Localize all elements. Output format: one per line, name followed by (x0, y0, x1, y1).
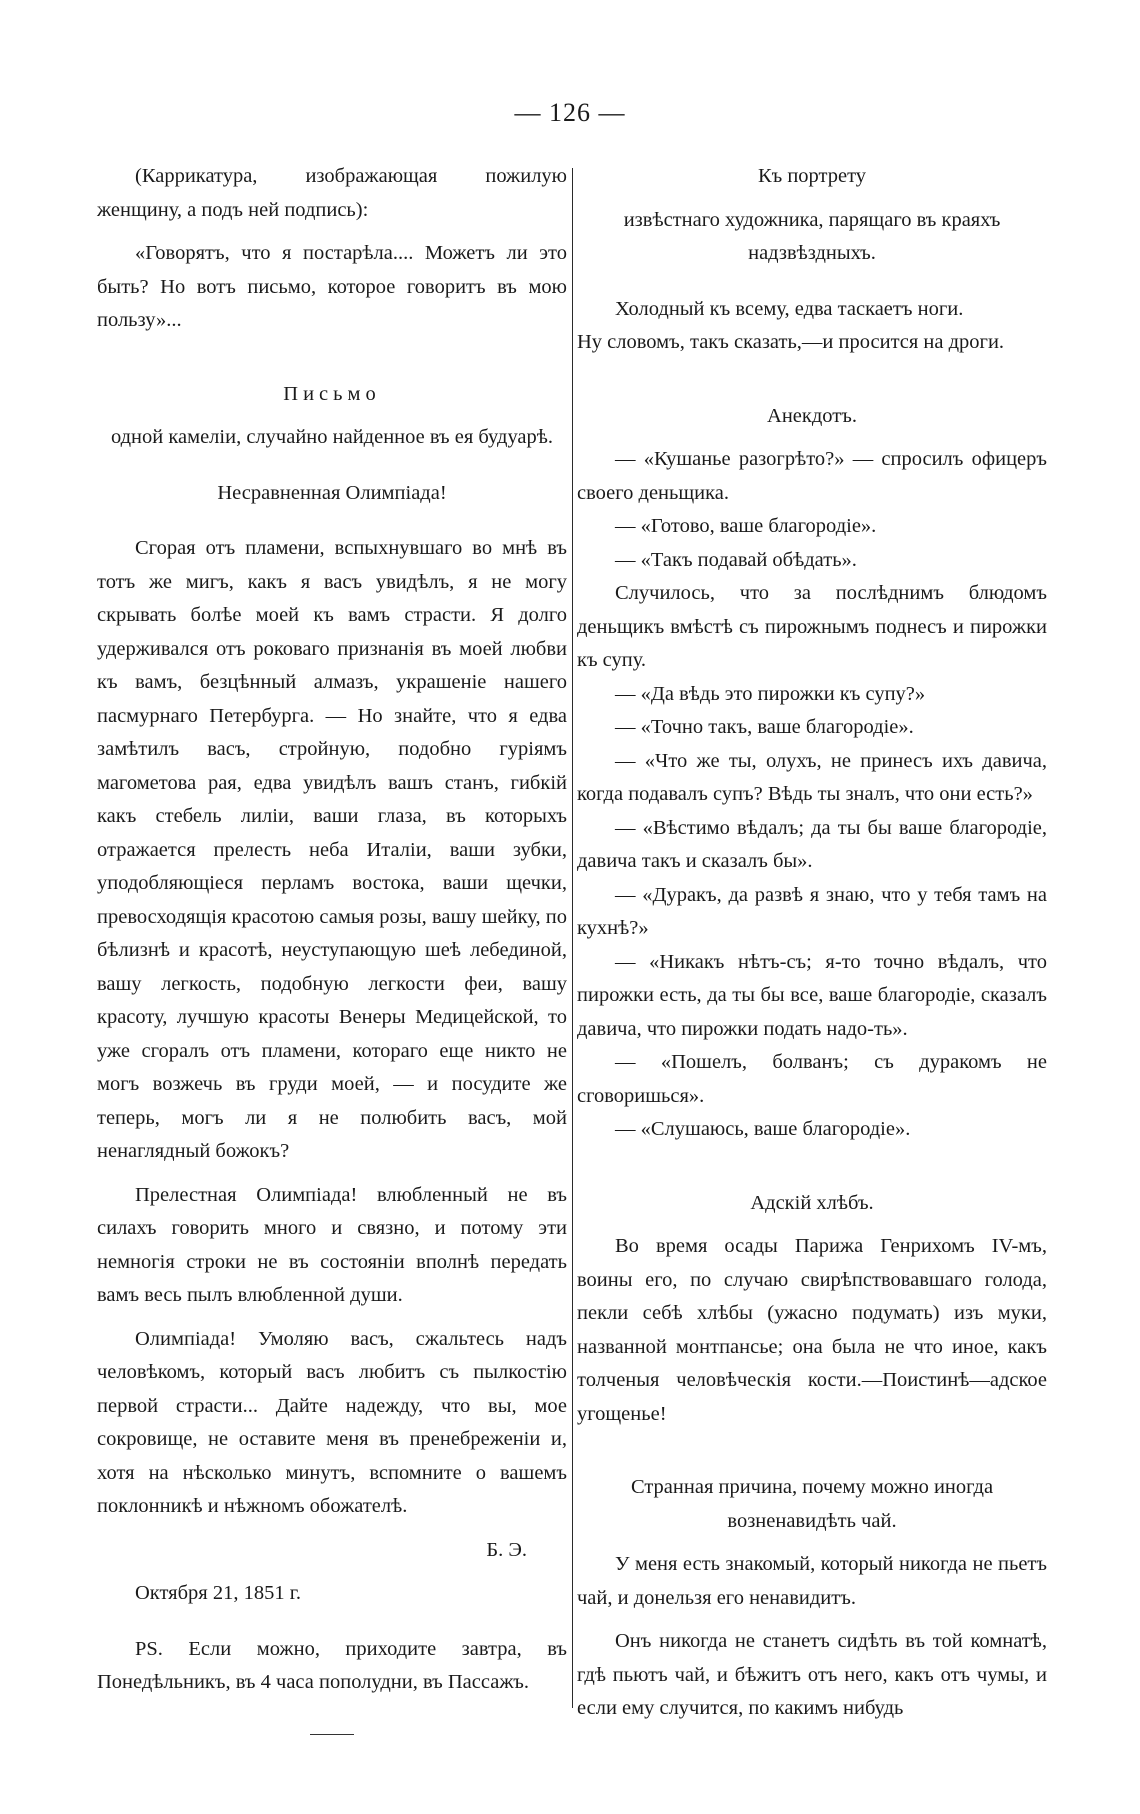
portrait-subtitle: извѣстнаго художника, парящаго въ краяхъ надзвѣздныхъ. (623, 208, 1001, 264)
letter-subtitle: одной камелiи, случайно найденное въ ея будуарѣ. (110, 426, 554, 448)
letter-title: Письмо (283, 382, 381, 405)
anecdote-paragraph: — «Вѣстимо вѣдалъ; да ты бы ваше благородiе, давича такъ и сказалъ бы». (577, 816, 1047, 872)
hell-bread-title: Адскiй хлѣбъ. (750, 1191, 874, 1214)
tea-paragraph: Онъ никогда не станетъ сидѣть въ той комнатѣ, гдѣ пьютъ чай, и бѣжитъ отъ него, какъ отъ чумы, и если ему случится, по какимъ нибудь (577, 1630, 1047, 1719)
page-number: — 126 — (514, 98, 626, 127)
section-rule (310, 1734, 354, 1735)
letter-paragraph: Олимпiада! Умоляю васъ, сжальтесь надъ человѣкомъ, который васъ любитъ съ пылкостiю первой страсти... Дайте надежду, что вы, мое сокровище, не оставите меня въ пренебреженiи и, хотя на нѣсколько минутъ, вспомните о вашемъ поклонникѣ и нѣжномъ обожателѣ. (97, 1327, 567, 1517)
anecdote-paragraph: — «Кушанье разогрѣто?» — спросилъ офицеръ своего деньщика. (577, 448, 1047, 504)
hell-bread-paragraph: Во время осады Парижа Генрихомъ IV-мъ, воины его, по случаю свирѣпствовавшаго голода, пекли себѣ хлѣбы (ужасно подумать) изъ муки, названной монтпансье; она была не что иное, какъ толченыя человѣческiя кости.—Поистинѣ—адское угощенье! (577, 1235, 1047, 1425)
letter-postscript: PS. Если можно, приходите завтра, въ Понедѣльникъ, въ 4 часа пополудни, въ Пассажъ. (97, 1637, 567, 1693)
anecdote-paragraph: — «Такъ подавай обѣдать». (615, 548, 857, 571)
anecdote-paragraph: — «Дуракъ, да развѣ я знаю, что у тебя тамъ на кухнѣ?» (577, 883, 1047, 939)
anecdote-paragraph: — «Точно такъ, ваше благородiе». (615, 716, 914, 738)
letter-paragraph: Прелестная Олимпiада! влюбленный не въ силахъ говорить много и связно, и потому эти немногiя строки не въ состоянiи вполнѣ передать вамъ весь пылъ влюбленной души. (97, 1183, 567, 1306)
anecdote-paragraph: — «Да вѣдь это пирожки къ супу?» (615, 682, 926, 705)
letter-salutation: Несравненная Олимпiада! (217, 481, 447, 504)
anecdote-paragraph: Случилось, что за послѣднимъ блюдомъ деньщикъ вмѣстѣ съ пирожнымъ поднесъ и пирожки къ супу. (577, 582, 1047, 671)
portrait-title: Къ портрету (757, 165, 867, 187)
caricature-quote: «Говорятъ, что я постарѣла.... Можетъ ли это быть? Но вотъ письмо, которое говоритъ въ мою пользу»... (97, 242, 567, 331)
verse-line: Ну словомъ, такъ сказать,—и просится на дроги. (577, 331, 1005, 353)
right-column (577, 160, 1047, 1726)
anecdote-paragraph: — «Готово, ваше благородiе». (615, 515, 877, 537)
left-column (97, 160, 567, 1735)
tea-paragraph: У меня есть знакомый, который никогда не пьетъ чай, и донельзя его ненавидитъ. (577, 1553, 1047, 1609)
column-divider (572, 168, 573, 1708)
caricature-caption: (Каррикатура, изображающая пожилую женщину, а подъ ней подпись): (97, 165, 567, 221)
verse-line: Холодный къ всему, едва таскаетъ ноги. (615, 297, 964, 320)
tea-title: Странная причина, почему можно иногда возненавидѣть чай. (630, 1476, 994, 1532)
anecdote-paragraph: — «Никакъ нѣтъ-съ; я-то точно вѣдалъ, что пирожки есть, да ты бы все, ваше благородiе, сказалъ давича, что пирожки подать надо-ть». (577, 950, 1047, 1040)
letter-date: Октября 21, 1851 г. (135, 1582, 301, 1604)
anecdote-paragraph: — «Слушаюсь, ваше благородiе». (615, 1118, 911, 1140)
anecdote-paragraph: — «Что же ты, олухъ, не принесъ ихъ давича, когда подавалъ супъ? Вѣдь ты зналъ, что они есть?» (577, 749, 1047, 805)
anecdote-paragraph: — «Пошелъ, болванъ; съ дуракомъ не сговоришься». (577, 1051, 1047, 1107)
letter-signature: Б. Э. (486, 1538, 527, 1561)
letter-paragraph: Сгорая отъ пламени, вспыхнувшаго во мнѣ въ тотъ же мигъ, какъ я васъ увидѣлъ, я не могу скрывать болѣе моей къ вамъ страсти. Я долго удерживался отъ роковаго признанiя въ моей любви къ вамъ, безцѣнный алмазъ, украшенiе нашего пасмурнаго Петербурга. — Но знайте, что я едва замѣтилъ васъ, стройную, подобно гурiямъ магометова рая, едва увидѣлъ вашъ станъ, гибкiй какъ стебель лилiи, ваши глаза, въ которыхъ отражается прелесть неба Италiи, ваши зубки, уподобляющiеся перламъ востока, ваши щечки, превосходящiя красотою самыя розы, вашу шейку, по бѣлизнѣ и красотѣ, неуступающую шеѣ лебединой, вашу легкость, подобную легкости феи, вашу красоту, лучшую красоты Венеры Медицейской, то уже сгоралъ отъ пламени, котораго еще никто не могъ возжечь въ груди моей, — и посудите же теперь, могъ ли я не полюбить васъ, мой ненаглядный божокъ? (97, 537, 567, 1162)
anecdote-title: Анекдотъ. (767, 404, 857, 427)
